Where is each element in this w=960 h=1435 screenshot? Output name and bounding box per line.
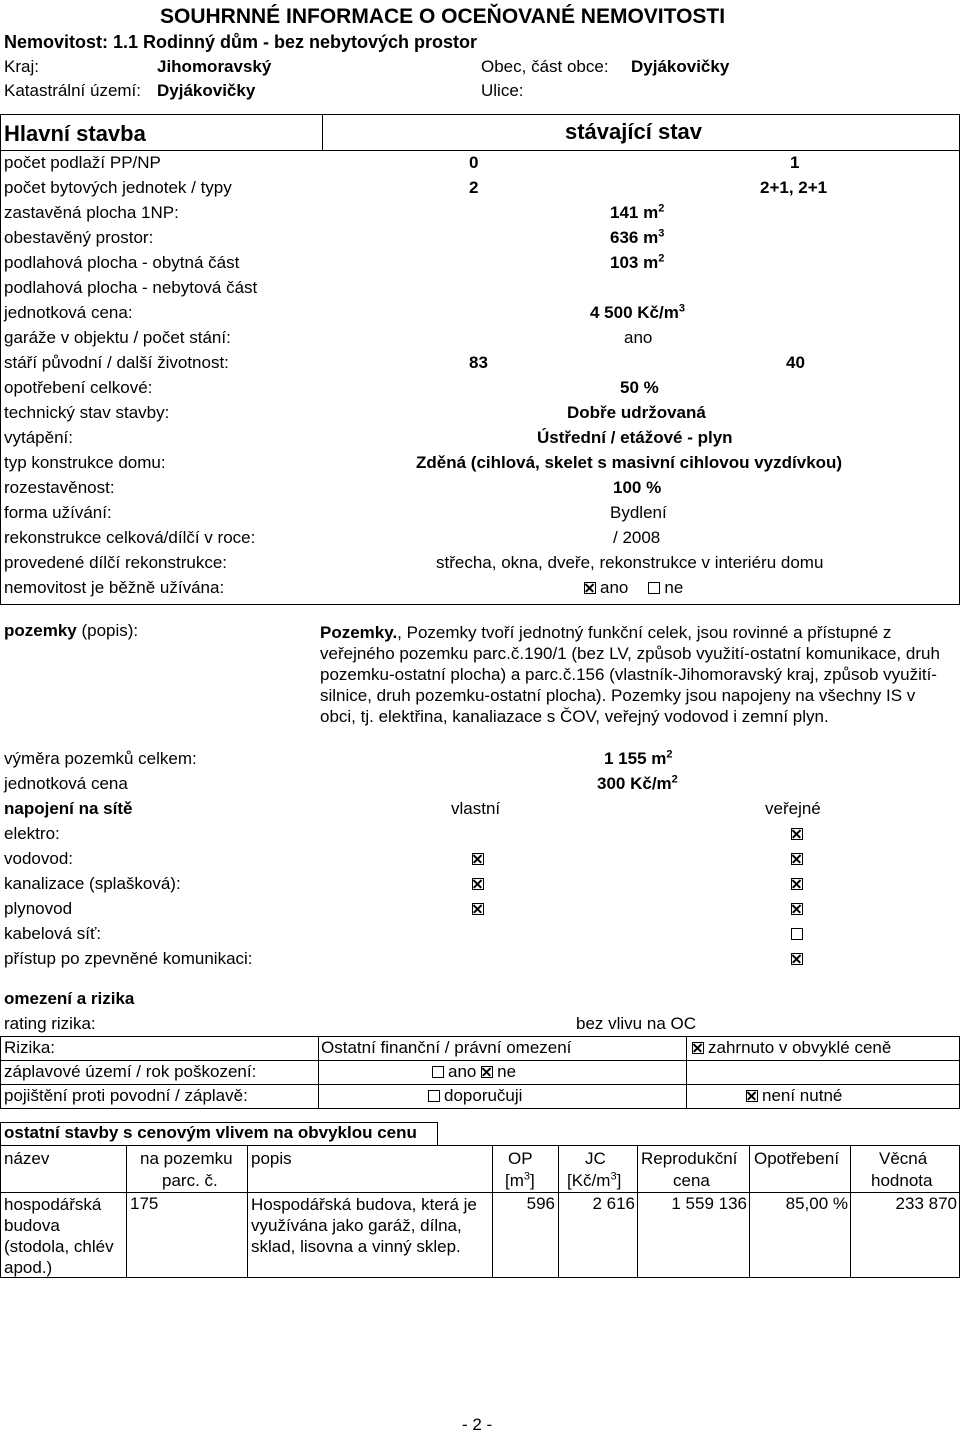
checkbox-own bbox=[472, 853, 484, 865]
rule bbox=[126, 1145, 127, 1277]
rule bbox=[0, 1036, 960, 1037]
row-label: nemovitost je běžně užívána: bbox=[4, 578, 225, 597]
rule bbox=[0, 1084, 960, 1085]
rule bbox=[0, 1145, 960, 1146]
page-title: SOUHRNNÉ INFORMACE O OCEŇOVANÉ NEMOVITOSTI bbox=[160, 5, 726, 28]
pozemky-label: pozemky (popis): bbox=[4, 621, 139, 640]
checkbox-own bbox=[472, 878, 484, 890]
row-label: počet podlaží PP/NP bbox=[4, 153, 161, 172]
row-value: Ústřední / etážové - plyn bbox=[537, 428, 733, 447]
row-value: Dobře udržovaná bbox=[567, 403, 706, 422]
row-label: zastavěná plocha 1NP: bbox=[4, 203, 179, 222]
checkbox-zaplava-ano bbox=[432, 1066, 444, 1078]
checkbox-public bbox=[791, 878, 803, 890]
checkbox-ano bbox=[584, 582, 596, 594]
col-header: OP bbox=[508, 1149, 533, 1168]
row-value: 2 bbox=[469, 178, 479, 197]
rule bbox=[686, 1036, 687, 1108]
pojisteni-label: pojištění proti povodní / záplavě: bbox=[4, 1086, 248, 1105]
table-cell-vecna: 233 870 bbox=[895, 1194, 957, 1213]
col-header: na pozemku bbox=[140, 1149, 233, 1168]
rating-value: bez vlivu na OC bbox=[576, 1014, 696, 1033]
rule bbox=[318, 1036, 319, 1108]
property-name: Nemovitost: 1.1 Rodinný dům - bez nebytových prostor bbox=[4, 32, 478, 52]
site-row-label: přístup po zpevněné komunikaci: bbox=[4, 949, 253, 968]
row-value: 4 500 $Kč/m^3$ bbox=[590, 302, 685, 322]
rule bbox=[0, 1192, 960, 1193]
row-label: vytápění: bbox=[4, 428, 73, 447]
rule bbox=[0, 114, 960, 115]
row-value: 40 bbox=[786, 353, 805, 372]
row-label: technický stav stavby: bbox=[4, 403, 170, 422]
col-header: parc. č. bbox=[162, 1171, 218, 1190]
table-cell-pozemek: 175 bbox=[130, 1194, 159, 1213]
row-value: 103 $m^2$ bbox=[610, 252, 665, 272]
table-cell-nazev: hospodářská budova (stodola, chlév apod.) bbox=[4, 1195, 114, 1277]
row-value: 0 bbox=[469, 153, 479, 172]
pozemky-description: Pozemky., Pozemky tvoří jednotný funkční celek, jsou rovinné a přístupné z veřejného pozemku parc.č.190/1 (bez LV, způsob využití-ostatní komunikace, druh pozemku-ostatní plocha) a parc.č.156 (vlastník-Jihomoravský kraj, způsob využití-silnice, druh pozemku-ostatní plocha). Pozemky jsou napojeny na všechny IS v obci, tj. elektřina, kanaliazace s ČOV, veřejný vodovod i zemní plyn. bbox=[320, 623, 940, 726]
row-value: 636 $m^3$ bbox=[610, 227, 665, 247]
cena-label: jednotková cena bbox=[4, 774, 128, 793]
row-label: garáže v objektu / počet stání: bbox=[4, 328, 231, 347]
site-row-label: plynovod bbox=[4, 899, 73, 918]
row-value: střecha, okna, dveře, rekonstrukce v interiéru domu bbox=[436, 553, 824, 572]
rule bbox=[0, 1108, 960, 1109]
site-title: napojení na sítě bbox=[4, 799, 133, 818]
rule bbox=[0, 1122, 1, 1277]
site-col-public: veřejné bbox=[765, 799, 821, 818]
col-header: název bbox=[4, 1149, 50, 1168]
rizika-label: Rizika: bbox=[4, 1038, 56, 1057]
col-header: $[m^3]$ bbox=[505, 1170, 535, 1190]
vymera-label: výměra pozemků celkem: bbox=[4, 749, 197, 768]
obec-label: Obec, část obce: bbox=[481, 57, 609, 76]
col-header: JC bbox=[585, 1149, 606, 1168]
rizika-title: omezení a rizika bbox=[4, 989, 135, 1008]
kraj-label: Kraj: bbox=[4, 57, 39, 76]
ostatni-title: ostatní stavby s cenovým vlivem na obvyklou cenu bbox=[4, 1123, 417, 1142]
col-header: cena bbox=[673, 1171, 710, 1190]
checkbox-public bbox=[791, 928, 803, 940]
checkbox-neni-nutne bbox=[746, 1090, 758, 1102]
row-value: ano bbox=[624, 328, 653, 347]
site-row-label: kabelová síť: bbox=[4, 924, 102, 943]
checkbox-public bbox=[791, 953, 803, 965]
page-number: - 2 - bbox=[462, 1415, 493, 1434]
rule bbox=[0, 1060, 960, 1061]
checkbox-public bbox=[791, 828, 803, 840]
row-value: 50 % bbox=[620, 378, 659, 397]
checkbox-public bbox=[791, 853, 803, 865]
ku-value: Dyjákovičky bbox=[157, 81, 256, 100]
vymera-value: 1 155 $m^2$ bbox=[604, 748, 673, 768]
row-label: rekonstrukce celková/dílčí v roce: bbox=[4, 528, 256, 547]
row-label: stáří původní / další životnost: bbox=[4, 353, 229, 372]
row-value: Bydlení bbox=[610, 503, 667, 522]
row-label: počet bytových jednotek / typy bbox=[4, 178, 232, 197]
rule bbox=[247, 1145, 248, 1277]
row-label: obestavěný prostor: bbox=[4, 228, 154, 247]
row-label: forma užívání: bbox=[4, 503, 112, 522]
ku-label: Katastrální území: bbox=[4, 81, 142, 100]
checkbox-zaplava-ne bbox=[481, 1066, 493, 1078]
row-label: typ konstrukce domu: bbox=[4, 453, 166, 472]
obec-value: Dyjákovičky bbox=[631, 57, 730, 76]
rule bbox=[0, 114, 1, 604]
kraj-value: Jihomoravský bbox=[157, 57, 272, 76]
rizika-value: Ostatní finanční / právní omezení bbox=[321, 1038, 572, 1057]
rule bbox=[437, 1122, 438, 1145]
state-title: stávající stav bbox=[565, 119, 702, 144]
table-cell-repro: 1 559 136 bbox=[671, 1194, 747, 1213]
pojisteni-nutne: není nutné bbox=[746, 1086, 842, 1106]
row-value: 1 bbox=[790, 153, 800, 172]
col-header: popis bbox=[251, 1149, 292, 1168]
row-label: podlahová plocha - nebytová část bbox=[4, 278, 258, 297]
checkbox-public bbox=[791, 903, 803, 915]
checkbox-own bbox=[472, 903, 484, 915]
table-cell-op: 596 bbox=[526, 1194, 555, 1213]
table-cell-jc: 2 616 bbox=[592, 1194, 635, 1213]
rule bbox=[0, 1036, 1, 1108]
checkbox-doporucuji bbox=[428, 1090, 440, 1102]
col-header: $[Kč/m^3]$ bbox=[567, 1170, 622, 1190]
section-title: Hlavní stavba bbox=[4, 121, 146, 146]
checkbox-ne bbox=[648, 582, 660, 594]
site-col-own: vlastní bbox=[451, 799, 501, 818]
row-label: provedené dílčí rekonstrukce: bbox=[4, 553, 228, 572]
rating-label: rating rizika: bbox=[4, 1014, 96, 1033]
table-cell-popis: Hospodářská budova, která je využívána jako garáž, dílna, sklad, lisovna a vinný sklep. bbox=[251, 1195, 477, 1256]
row-value: 2+1, 2+1 bbox=[760, 178, 828, 197]
col-header: Opotřebení bbox=[754, 1149, 840, 1168]
row-value: Zděná (cihlová, skelet s masivní cihlovou vyzdívkou) bbox=[416, 453, 843, 472]
checkbox-zahrnuto bbox=[692, 1042, 704, 1054]
zaplava-label: záplavové území / rok poškození: bbox=[4, 1062, 257, 1081]
rule bbox=[0, 150, 960, 151]
site-row-label: kanalizace (splašková): bbox=[4, 874, 181, 893]
rule bbox=[0, 1277, 960, 1278]
ulice-label: Ulice: bbox=[481, 81, 524, 100]
col-header: Reprodukční bbox=[641, 1149, 738, 1168]
site-row-label: elektro: bbox=[4, 824, 60, 843]
row-label: podlahová plocha - obytná část bbox=[4, 253, 240, 272]
row-label: jednotková cena: bbox=[4, 303, 133, 322]
site-row-label: vodovod: bbox=[4, 849, 73, 868]
row-value: 141 $m^2$ bbox=[610, 202, 665, 222]
pojisteni-doporucuji: doporučuji bbox=[428, 1086, 522, 1106]
rule bbox=[322, 114, 323, 150]
col-header: hodnota bbox=[871, 1171, 933, 1190]
uzivana-options: ano ne bbox=[584, 578, 683, 598]
rizika-note: zahrnuto v obvyklé ceně bbox=[692, 1038, 891, 1058]
row-label: rozestavěnost: bbox=[4, 478, 115, 497]
cena-value: 300 $Kč/m^2$ bbox=[597, 773, 678, 793]
row-label: opotřebení celkové: bbox=[4, 378, 153, 397]
row-value: 100 % bbox=[613, 478, 662, 497]
row-value: / 2008 bbox=[613, 528, 661, 547]
zaplava-options: ano ne bbox=[432, 1062, 516, 1082]
table-cell-opotr: 85,00 % bbox=[785, 1194, 848, 1213]
rule bbox=[0, 604, 960, 605]
row-value: 83 bbox=[469, 353, 488, 372]
col-header: Věcná bbox=[879, 1149, 928, 1168]
